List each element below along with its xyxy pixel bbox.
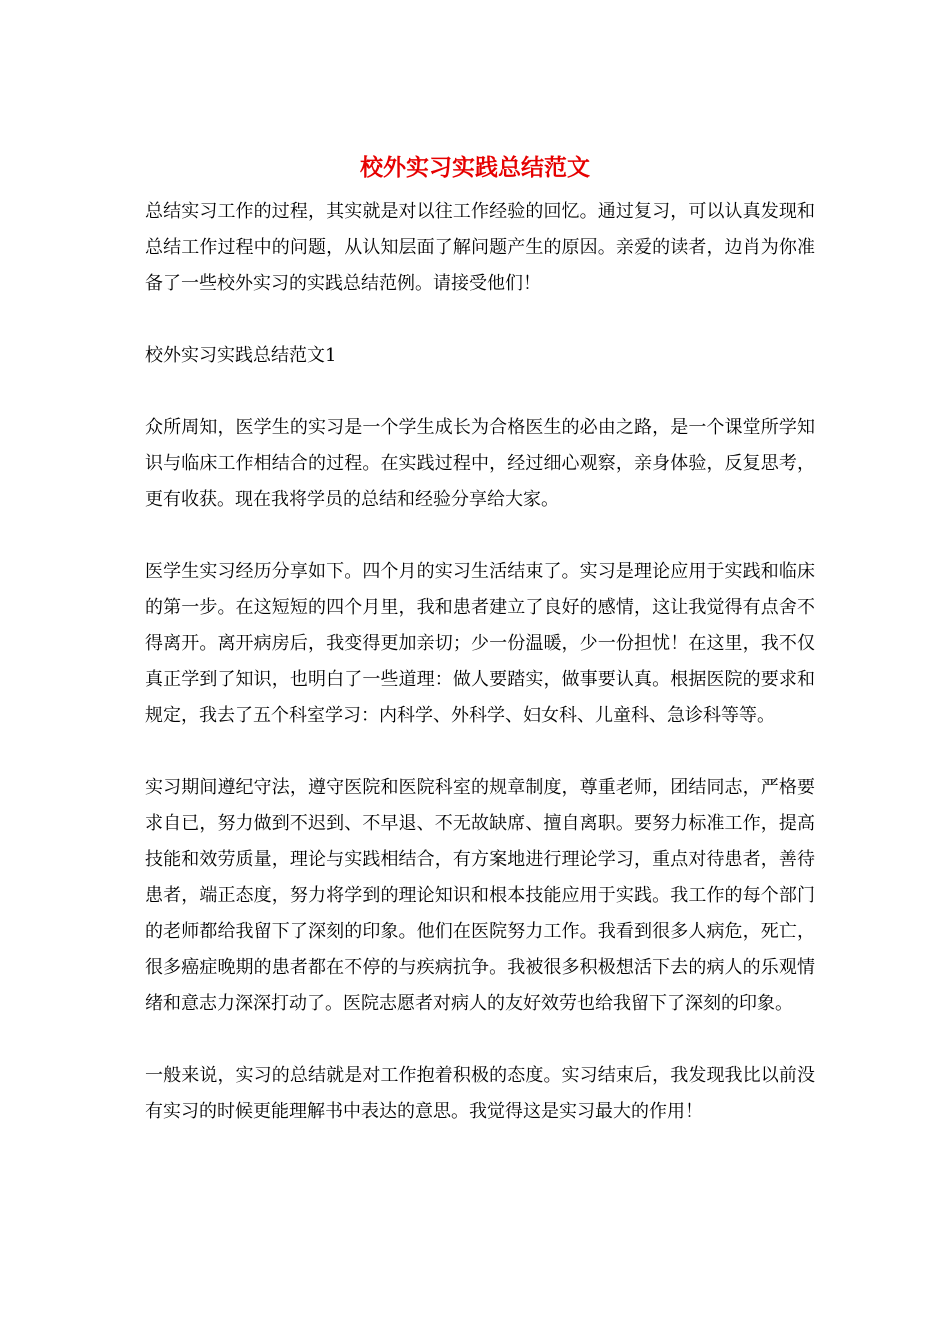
paragraph-spacer <box>145 374 815 410</box>
paragraph-spacer <box>145 518 815 554</box>
body-paragraph-3: 实习期间遵纪守法，遵守医院和医院科室的规章制度，尊重老师，团结同志，严格要求自已，努力做到不迟到、不早退、不无故缺席、擅自离职。要努力标准工作，提高技能和效劳质量，理论与实践相结合，有方案地进行理论学习，重点对待患者，善待患者，端正态度，努力将学到的理论知识和根本技能应用于实践。我工作的每个部门的老师都给我留下了深刻的印象。他们在医院努力工作。我看到很多人病危，死亡，很多癌症晚期的患者都在不停的与疾病抗争。我被很多积极想活下去的病人的乐观情绪和意志力深深打动了。医院志愿者对病人的友好效劳也给我留下了深刻的印象。 <box>145 777 815 1014</box>
body-paragraph-4: 一般来说，实习的总结就是对工作抱着积极的态度。实习结束后，我发现我比以前没有实习的时候更能理解书中表达的意思。我觉得这是实习最大的作用！ <box>145 1065 815 1122</box>
document-body <box>145 194 815 1130</box>
paragraph-spacer <box>145 734 815 770</box>
body-paragraph-1: 众所周知，医学生的实习是一个学生成长为合格医生的必由之路，是一个课堂所学知识与临床工作相结合的过程。在实践过程中，经过细心观察，亲身体验，反复思考，更有收获。现在我将学员的总结和经验分享给大家。 <box>145 417 815 510</box>
section-heading: 校外实习实践总结范文1 <box>145 345 337 366</box>
document-title: 校外实习实践总结范文 <box>360 154 590 181</box>
intro-paragraph: 总结实习工作的过程，其实就是对以往工作经验的回忆。通过复习，可以认真发现和总结工作过程中的问题，从认知层面了解问题产生的原因。亲爱的读者，边肖为你准备了一些校外实习的实践总结范例。请接受他们！ <box>145 201 815 294</box>
paragraph-spacer <box>145 1022 815 1058</box>
body-paragraph-2: 医学生实习经历分享如下。四个月的实习生活结束了。实习是理论应用于实践和临床的第一步。在这短短的四个月里，我和患者建立了良好的感情，这让我觉得有点舍不得离开。离开病房后，我变得更加亲切；少一份温暖，少一份担忧！在这里，我不仅真正学到了知识，也明白了一些道理：做人要踏实，做事要认真。根据医院的要求和规定，我去了五个科室学习：内科学、外科学、妇女科、儿童科、急诊科等等。 <box>145 561 815 726</box>
paragraph-spacer <box>145 302 815 338</box>
